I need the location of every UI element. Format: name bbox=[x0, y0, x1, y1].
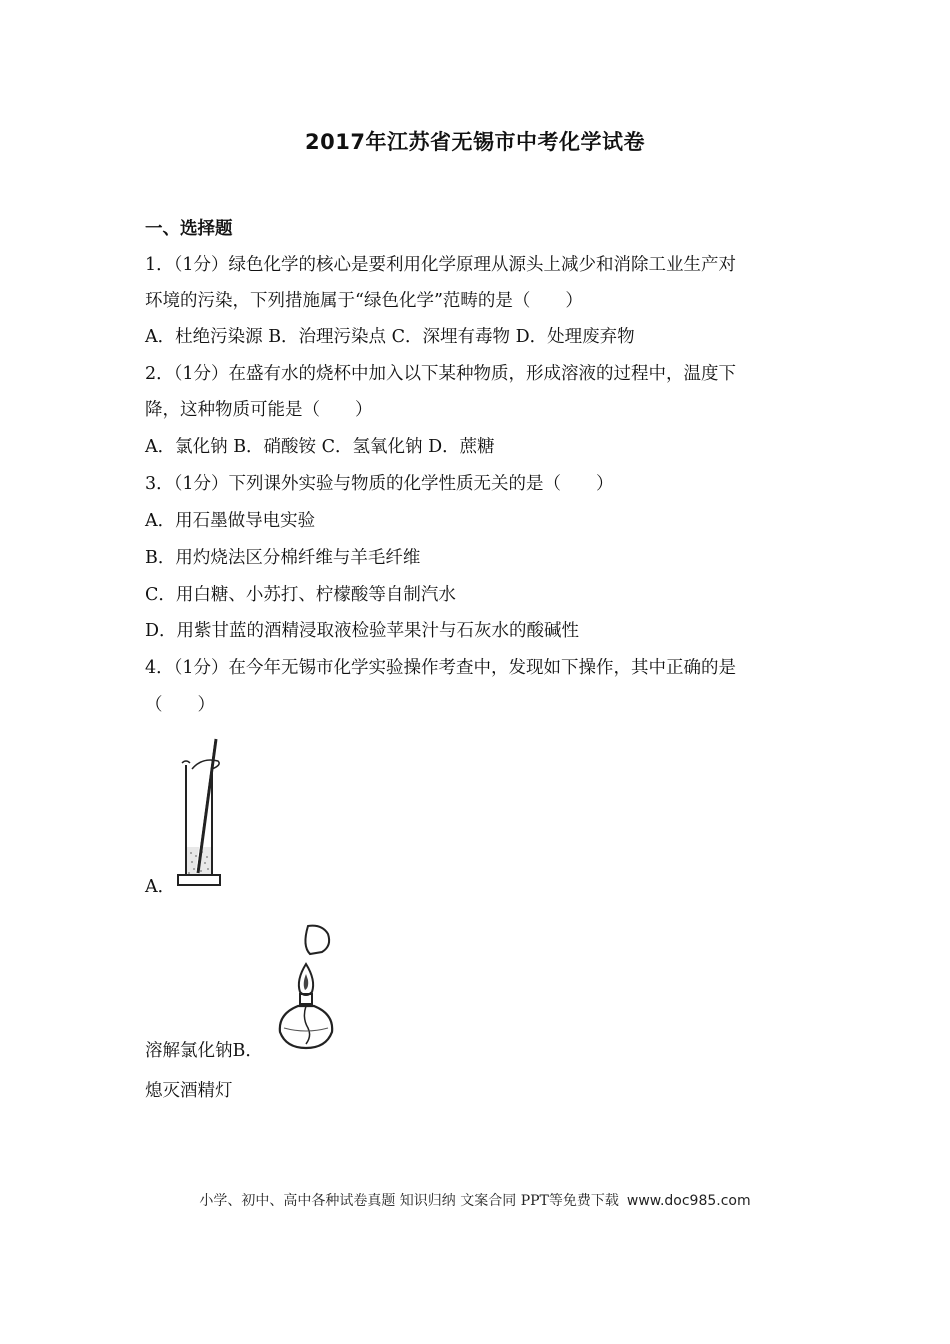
q3-option-c: C．用白糖、小苏打、柠檬酸等自制汽水 bbox=[145, 585, 456, 605]
page-footer bbox=[0, 1190, 950, 1210]
page-title: 2017年江苏省无锡市中考化学试卷 bbox=[305, 130, 645, 154]
q1-options: A．杜绝污染源 B．治理污染点 C．深埋有毒物 D．处理废弃物 bbox=[145, 327, 635, 347]
footer-text: 小学、初中、高中各种试卷真题 知识归纳 文案合同 PPT等免费下载 bbox=[199, 1193, 619, 1209]
q4-line-2: （ ） bbox=[145, 695, 215, 715]
q4-option-a-caption bbox=[145, 1040, 263, 1062]
graduated-cylinder-icon bbox=[172, 735, 232, 890]
footer-link[interactable]: www.doc985.com bbox=[626, 1193, 751, 1209]
section-heading: 一、选择题 bbox=[145, 219, 233, 239]
q3-option-b: B．用灼烧法区分棉纤维与羊毛纤维 bbox=[145, 548, 421, 568]
q4-option-a-caption-text: 溶解氯化钠 bbox=[145, 1041, 233, 1061]
q3-line-1: 3．（1分）下列课外实验与物质的化学性质无关的是（ ） bbox=[145, 474, 614, 494]
q4-line-1: 4．（1分）在今年无锡市化学实验操作考查中，发现如下操作，其中正确的是 bbox=[145, 658, 737, 678]
alcohol-lamp-icon bbox=[266, 918, 346, 1056]
q3-option-d: D．用紫甘蓝的酒精浸取液检验苹果汁与石灰水的酸碱性 bbox=[145, 621, 580, 641]
q2-line-2: 降，这种物质可能是（ ） bbox=[145, 400, 373, 420]
q4-option-b-caption: 熄灭酒精灯 bbox=[145, 1081, 233, 1101]
q2-options: A．氯化钠 B．硝酸铵 C．氢氧化钠 D．蔗糖 bbox=[145, 437, 495, 457]
q4-option-b-label: B． bbox=[232, 1041, 263, 1061]
q4-option-a-label: A． bbox=[145, 877, 176, 897]
q3-option-a: A．用石墨做导电实验 bbox=[145, 511, 316, 531]
q1-line-1: 1．（1分）绿色化学的核心是要利用化学原理从源头上减少和消除工业生产对 bbox=[145, 255, 737, 275]
q2-line-1: 2．（1分）在盛有水的烧杯中加入以下某种物质，形成溶液的过程中，温度下 bbox=[145, 364, 737, 384]
q1-line-2: 环境的污染，下列措施属于“绿色化学”范畴的是（ ） bbox=[145, 291, 583, 311]
